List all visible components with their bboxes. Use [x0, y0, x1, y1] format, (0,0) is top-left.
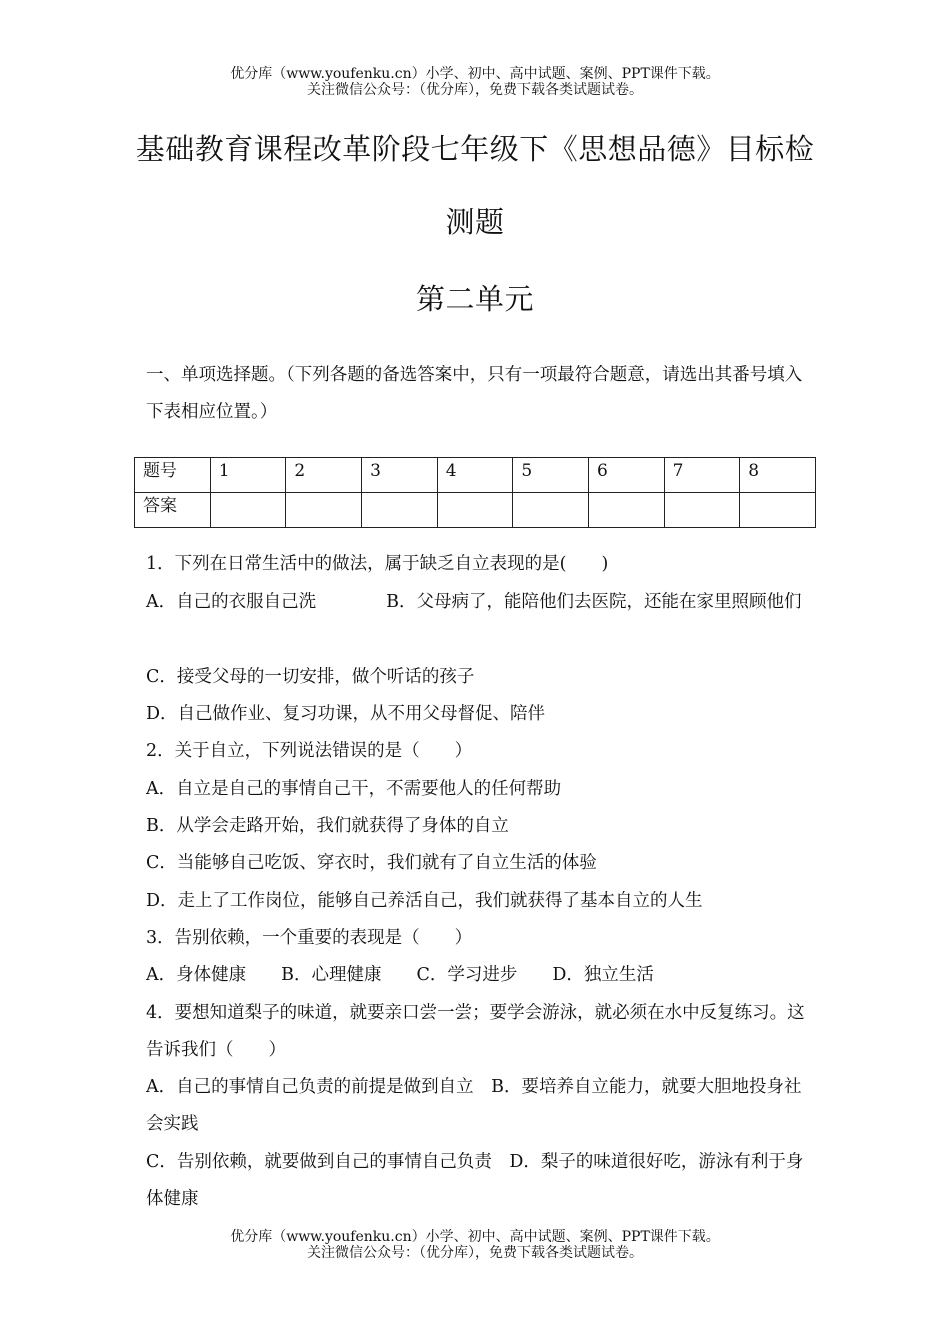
question-2-option-b: B．从学会走路开始，我们就获得了身体的自立 [146, 816, 509, 836]
answer-cell [362, 493, 438, 528]
number-cell: 5 [513, 458, 589, 493]
number-cell: 3 [362, 458, 438, 493]
question-3: 3．告别依赖，一个重要的表现是（ ） [146, 928, 473, 948]
answer-cell [437, 493, 513, 528]
answer-cell [286, 493, 362, 528]
unit-title: 第二单元 [415, 282, 534, 316]
answer-cell [588, 493, 664, 528]
question-1-options-ab: A．自己的衣服自己洗 B．父母病了，能陪他们去医院，还能在家里照顾他们 [146, 592, 802, 612]
header-line-1: 优分库（www.youfenku.cn）小学、初中、高中试题、案例、PPT课件下载。 [230, 66, 720, 82]
header-line-2: 关注微信公众号：（优分库），免费下载各类试题试卷。 [307, 82, 643, 98]
question-2-option-a: A．自立是自己的事情自己干，不需要他人的任何帮助 [146, 779, 562, 799]
question-2-option-d: D．走上了工作岗位，能够自己养活自己，我们就获得了基本自立的人生 [146, 891, 703, 911]
document-title-line-1: 基础教育课程改革阶段七年级下《思想品德》目标检 [135, 132, 815, 166]
footer-line-1: 优分库（www.youfenku.cn）小学、初中、高中试题、案例、PPT课件下载。 [230, 1229, 720, 1245]
question-1-option-c: C．接受父母的一切安排，做个听话的孩子 [146, 667, 475, 687]
answer-cell [513, 493, 589, 528]
row-label-number: 题号 [135, 458, 211, 493]
row-label-answer: 答案 [135, 493, 211, 528]
question-4: 4．要想知道梨子的味道，就要亲口尝一尝；要学会游泳，就必须在水中反复练习。这告诉我们（ ） [146, 1003, 805, 1060]
question-4-options-cd: C．告别依赖，就要做到自己的事情自己负责 D．梨子的味道很好吃，游泳有利于身体健康 [146, 1152, 804, 1209]
section-instruction: 一、单项选择题。（下列各题的备选答案中，只有一项最符合题意，请选出其番号填入下表相应位置。） [146, 365, 803, 422]
question-2-option-c: C．当能够自己吃饭、穿衣时，我们就有了自立生活的体验 [146, 853, 597, 873]
number-cell: 8 [740, 458, 816, 493]
number-cell: 6 [588, 458, 664, 493]
answer-table-number-row [135, 458, 816, 493]
page-header [0, 66, 950, 98]
question-1: 1．下列在日常生活中的做法，属于缺乏自立表现的是( ) [146, 554, 609, 574]
footer-line-2: 关注微信公众号：（优分库），免费下载各类试题试卷。 [307, 1245, 643, 1261]
document-title-line-2: 测题 [445, 205, 505, 239]
page-footer [0, 1229, 950, 1261]
question-2: 2．关于自立，下列说法错误的是（ ） [146, 741, 473, 761]
number-cell: 7 [664, 458, 740, 493]
answer-cell [210, 493, 286, 528]
number-cell: 2 [286, 458, 362, 493]
answer-cell [740, 493, 816, 528]
answer-table [134, 457, 816, 528]
question-3-options: A．身体健康 B．心理健康 C．学习进步 D．独立生活 [146, 965, 654, 985]
answer-table-answer-row [135, 493, 816, 528]
question-1-option-d: D．自己做作业、复习功课，从不用父母督促、陪伴 [146, 704, 546, 724]
number-cell: 1 [210, 458, 286, 493]
answer-cell [664, 493, 740, 528]
question-4-options-ab: A．自己的事情自己负责的前提是做到自立 B．要培养自立能力，就要大胆地投身社会实践 [146, 1077, 802, 1134]
number-cell: 4 [437, 458, 513, 493]
